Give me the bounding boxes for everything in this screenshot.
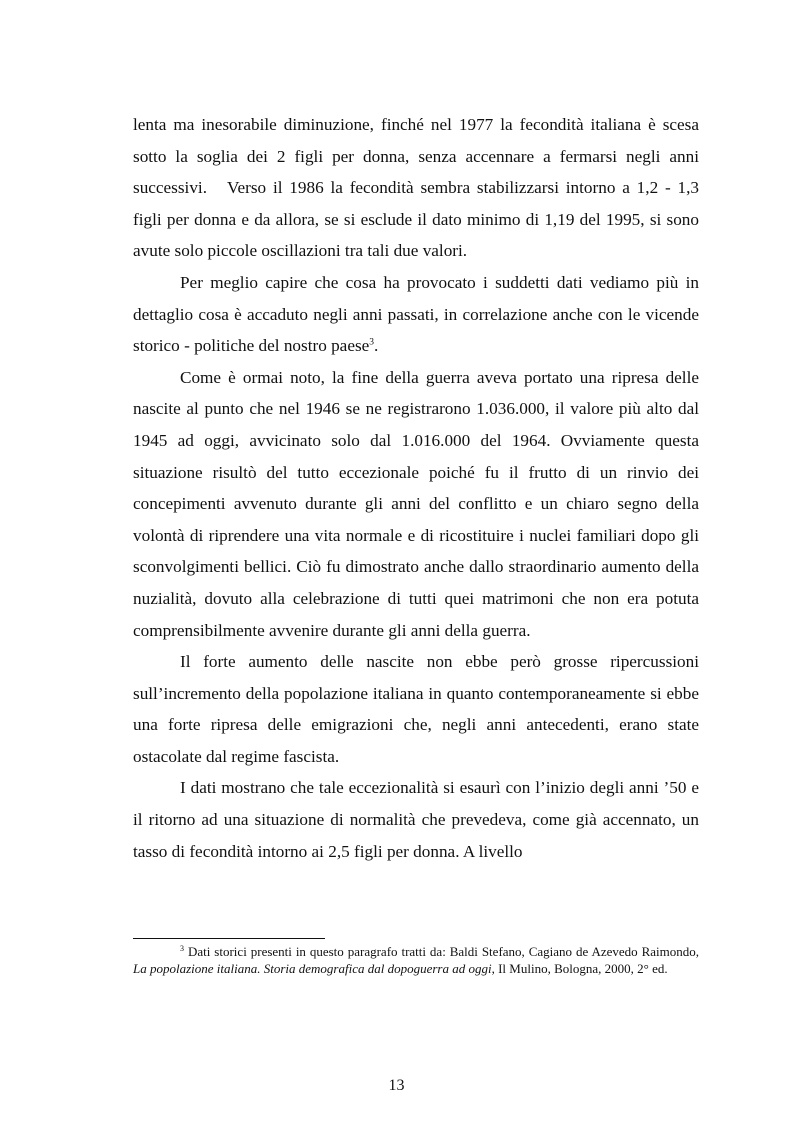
footnote-lead: Dati storici presenti in questo paragrafo tratti da: Baldi Stefano, Cagiano de Azevedo Raimondo, xyxy=(188,944,699,959)
footnote xyxy=(133,943,699,977)
footnote-book-title: La popolazione italiana. Storia demografica dal dopoguerra ad oggi xyxy=(133,961,492,976)
paragraph-2 xyxy=(133,267,699,362)
paragraph-1-part-b: Verso il 1986 la fecondità sembra stabilizzarsi intorno a 1,2 - 1,3 figli per donna e da allora, se si esclude il dato minimo di 1,19 del 1995, si sono avute solo piccole oscillazioni tra tali due valori. xyxy=(133,178,699,261)
paragraph-2-text: Per meglio capire che cosa ha provocato i suddetti dati vediamo più in dettaglio cosa è accaduto negli anni passati, in correlazione anche con le vicende storico - politiche del nostro paese xyxy=(133,272,699,356)
page-number: 13 xyxy=(388,1077,405,1094)
paragraph-3: Come è ormai noto, la fine della guerra aveva portato una ripresa delle nascite al punto che nel 1946 se ne registrarono 1.036.000, il valore più alto dal 1945 ad oggi, avvicinato solo dal 1.016.000 del 1964. Ovviamente questa situazione risultò del tutto eccezionale poiché fu il frutto di un rinvio dei concepimenti avvenuto durante gli anni del conflitto e un chiaro segno della volontà di riprendere una vita normale e di ricostituire i nuclei familiari dopo gli sconvolgimenti bellici. Ciò fu dimostrato anche dallo straordinario aumento della nuzialità, dovuto alla celebrazione di tutti quei matrimoni che non era potuta comprensibilmente avvenire durante gli anni della guerra. xyxy=(133,367,699,640)
body-text xyxy=(133,109,699,867)
footnote-text xyxy=(133,943,699,977)
paragraph-5: I dati mostrano che tale eccezionalità si esaurì con l’inizio degli anni ’50 e il ritorno ad una situazione di normalità che prevedeva, come già accennato, un tasso di fecondità intorno ai 2,5 figli per donna. A livello xyxy=(133,778,699,861)
footnote-tail: , Il Mulino, Bologna, 2000, 2° ed. xyxy=(491,961,668,976)
paragraph-1 xyxy=(133,109,699,267)
paragraph-2-end: . xyxy=(374,336,379,356)
paragraph-4: Il forte aumento delle nascite non ebbe però grosse ripercussioni sull’incremento della popolazione italiana in quanto contemporaneamente si ebbe una forte ripresa delle emigrazioni che, negli anni antecedenti, erano state ostacolate dal regime fascista. xyxy=(133,652,699,766)
paragraph-1-part-a: lenta ma inesorabile diminuzione, finché nel 1977 la fecondità italiana è scesa sotto la soglia dei 2 figli per donna, senza accennare a fermarsi negli anni successivi. xyxy=(133,115,699,198)
footnote-number: 3 xyxy=(180,943,184,953)
footnote-separator xyxy=(133,938,325,939)
footnote-reference[interactable]: 3 xyxy=(369,337,375,348)
